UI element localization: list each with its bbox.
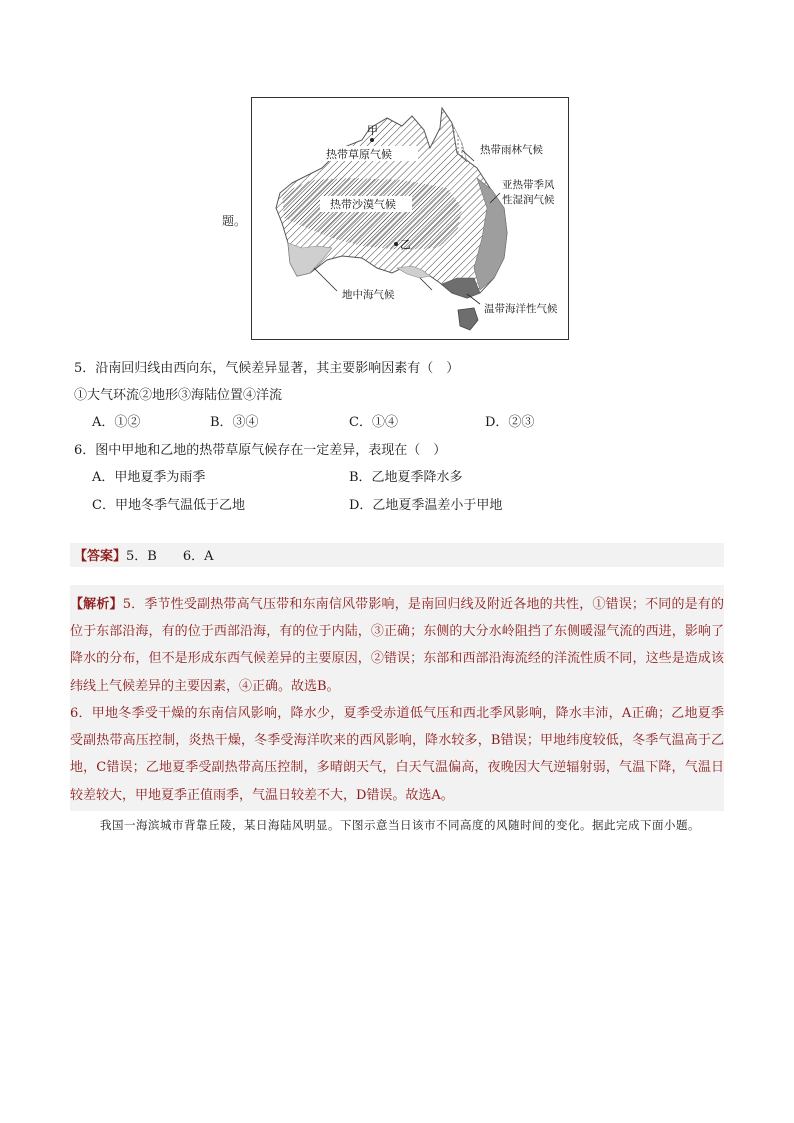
label-mediterranean: 地中海气候 [342,289,395,301]
map-svg [252,98,567,338]
label-desert: 热带沙漠气候 [330,198,396,211]
question-6-option-a: A．甲地夏季为雨季 [92,470,206,485]
label-savanna: 热带草原气候 [326,148,392,161]
question-6-option-c: C．甲地冬季气温低于乙地 [92,498,245,513]
tasmania [458,308,478,330]
answer-tag: 【答案】 [74,549,127,564]
answer-line [74,545,214,564]
question-5-option-b: B．③④ [210,415,259,430]
answer-text: 5．B 6．A [126,549,214,564]
question-5-option-d: D．②③ [485,415,535,430]
question-5-option-a: A．①② [92,415,141,430]
question-5-stem: 5．沿南回归线由西向东，气候差异显著，其主要影响因素有（ ） [74,361,460,376]
question-prefix: 题。 [222,214,247,228]
explanation-paragraph-1 [70,591,724,700]
explanation-tag: 【解析】 [70,597,123,612]
australia-climate-map [251,97,569,340]
next-question-stem [70,812,724,839]
question-6-option-d: D．乙地夏季温差小于甲地 [349,498,503,513]
label-rainforest: 热带雨林气候 [480,144,543,156]
label-subtropical-2: 性湿润气候 [502,194,555,206]
explanation-q5: 5．季节性受副热带高气压带和东南信风带影响，是南回归线及附近各地的共性，①错误；不同的是有的位于东部沿海，有的位于西部沿海，有的位于内陆，③正确；东侧的大分水岭阻挡了东侧暖湿气流的西进，影响了降水的分布，但不是形成东西气候差异的主要原因，②错误；东部和西部沿海流经的洋流性质不同，这些是造成该纬线上气候差异的主要因素，④正确。故选B。 [70,597,724,694]
point-jia [370,138,374,142]
question-5-factors: ①大气环流②地形③海陆位置④洋流 [74,388,283,403]
question-5-option-c: C．①④ [349,415,398,430]
label-yi: 乙 [400,238,411,251]
question-6-option-b: B．乙地夏季降水多 [349,470,463,485]
label-jia: 甲 [367,124,378,137]
explanation-paragraph-2: 6．甲地冬季受干燥的东南信风影响，降水少，夏季受赤道低气压和西北季风影响，降水丰沛，A正确；乙地夏季受副热带高压控制，炎热干燥，冬季受海洋吹来的西风影响，降水较多，B错误；甲地纬度较低，冬季气温高于乙地，C错误；乙地夏季受副热带高压控制，多晴朗天气，白天气温偏高，夜晚因大气逆辐射弱，气温下降，气温日较差较大，甲地夏季正值雨季，气温日较差不大，D错误。故选A。 [70,706,724,803]
next-stem-text: 我国一海滨城市背靠丘陵，某日海陆风明显。下图示意当日该市不同高度的风随时间的变化。据此完成下面小题。 [100,818,700,832]
label-oceanic: 温带海洋性气候 [484,303,558,315]
label-subtropical-1: 亚热带季风 [502,179,555,191]
point-yi [394,242,398,246]
question-6-stem: 6．图中甲地和乙地的热带草原气候存在一定差异，表现在（ ） [74,443,447,458]
